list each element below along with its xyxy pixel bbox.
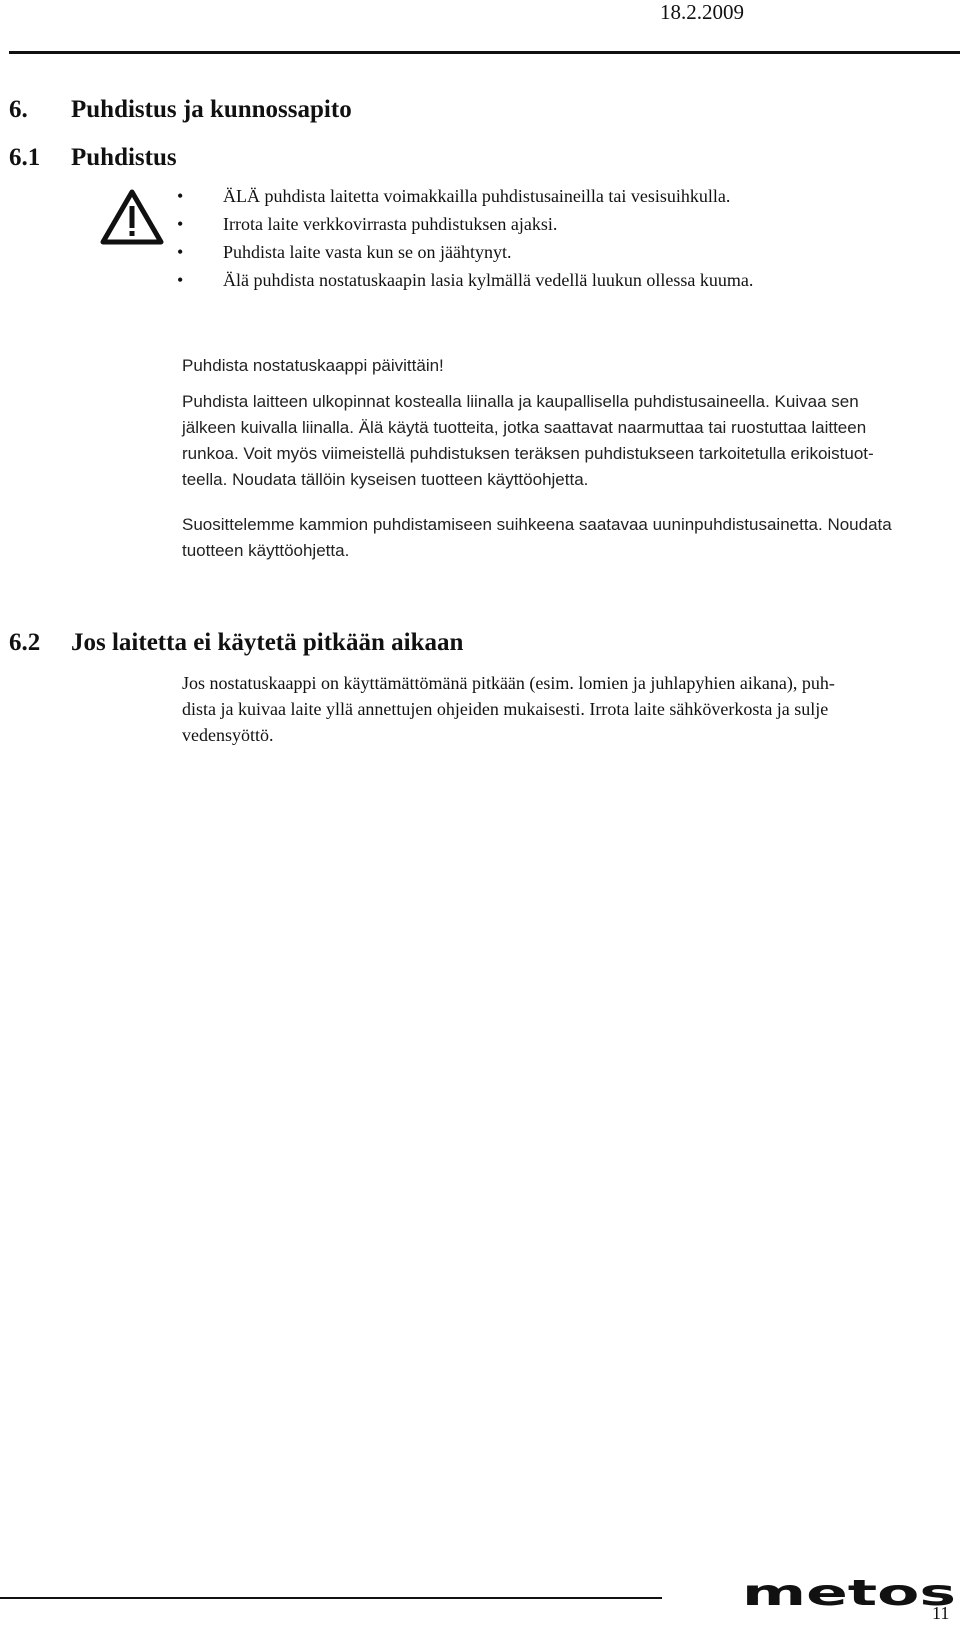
document-date: 18.2.2009 [660, 0, 744, 24]
cleaning-paragraph [182, 389, 958, 493]
storage-paragraph [182, 670, 958, 748]
bullet-icon: • [177, 186, 184, 206]
list-item: • ÄLÄ puhdista laitetta voimakkailla puhdistusaineilla tai vesisuihkulla. [177, 182, 753, 210]
daily-cleaning-note: Puhdista nostatuskaappi päivittäin! [182, 356, 444, 375]
bullet-icon: • [177, 214, 184, 234]
section-6-1-heading [9, 144, 177, 172]
text-line: dista ja kuivaa laite yllä annettujen ohjeiden mukaisesti. Irrota laite sähköverkosta ja sulje [182, 699, 829, 719]
text-line: Suosittelemme kammion puhdistamiseen suihkeena saatavaa uuninpuhdistusainetta. Noudata [182, 515, 892, 534]
header-rule [9, 51, 960, 54]
text-line: runkoa. Voit myös viimeistellä puhdistuksen teräksen puhdistukseen tarkoitetulla erikoistuot- [182, 444, 874, 463]
footer-rule [0, 1597, 662, 1599]
text-line: Jos nostatuskaappi on käyttämättömänä pitkään (esim. lomien ja juhlapyhien aikana), puh- [182, 673, 835, 693]
section-6-1-number: 6.1 [9, 144, 41, 171]
list-item: • Puhdista laite vasta kun se on jäähtynyt. [177, 238, 753, 266]
section-6-2-number: 6.2 [9, 629, 41, 656]
warning-triangle-icon [100, 188, 164, 246]
page-number: 11 [932, 1603, 950, 1623]
text-line: teella. Noudata tällöin kyseisen tuotteen käyttöohjetta. [182, 470, 589, 489]
section-6-2-title: Jos laitetta ei käytetä pitkään aikaan [71, 629, 464, 656]
metos-logo [742, 1578, 958, 1608]
bullet-icon: • [177, 242, 184, 262]
recommendation-paragraph [182, 512, 958, 564]
warning-bullet-list [177, 182, 753, 294]
text-line: jälkeen kuivalla liinalla. Älä käytä tuotteita, jotka saattavat naarmuttaa tai ruostuttaa laitteen [182, 418, 867, 437]
section-6-title: Puhdistus ja kunnossapito [71, 96, 352, 123]
bullet-icon: • [177, 270, 184, 290]
list-item: • Älä puhdista nostatuskaapin lasia kylmällä vedellä luukun ollessa kuuma. [177, 266, 753, 294]
list-item: • Irrota laite verkkovirrasta puhdistuksen ajaksi. [177, 210, 753, 238]
text-line: vedensyöttö. [182, 725, 274, 745]
text-line: Puhdista laitteen ulkopinnat kostealla liinalla ja kaupallisella puhdistusaineella. Kuivaa sen [182, 392, 859, 411]
section-6-heading [9, 96, 352, 124]
section-6-2-heading [9, 629, 463, 657]
text-line: tuotteen käyttöohjetta. [182, 541, 350, 560]
section-6-number: 6. [9, 96, 28, 123]
logo-text: metos [742, 1578, 956, 1608]
section-6-1-title: Puhdistus [71, 144, 177, 171]
